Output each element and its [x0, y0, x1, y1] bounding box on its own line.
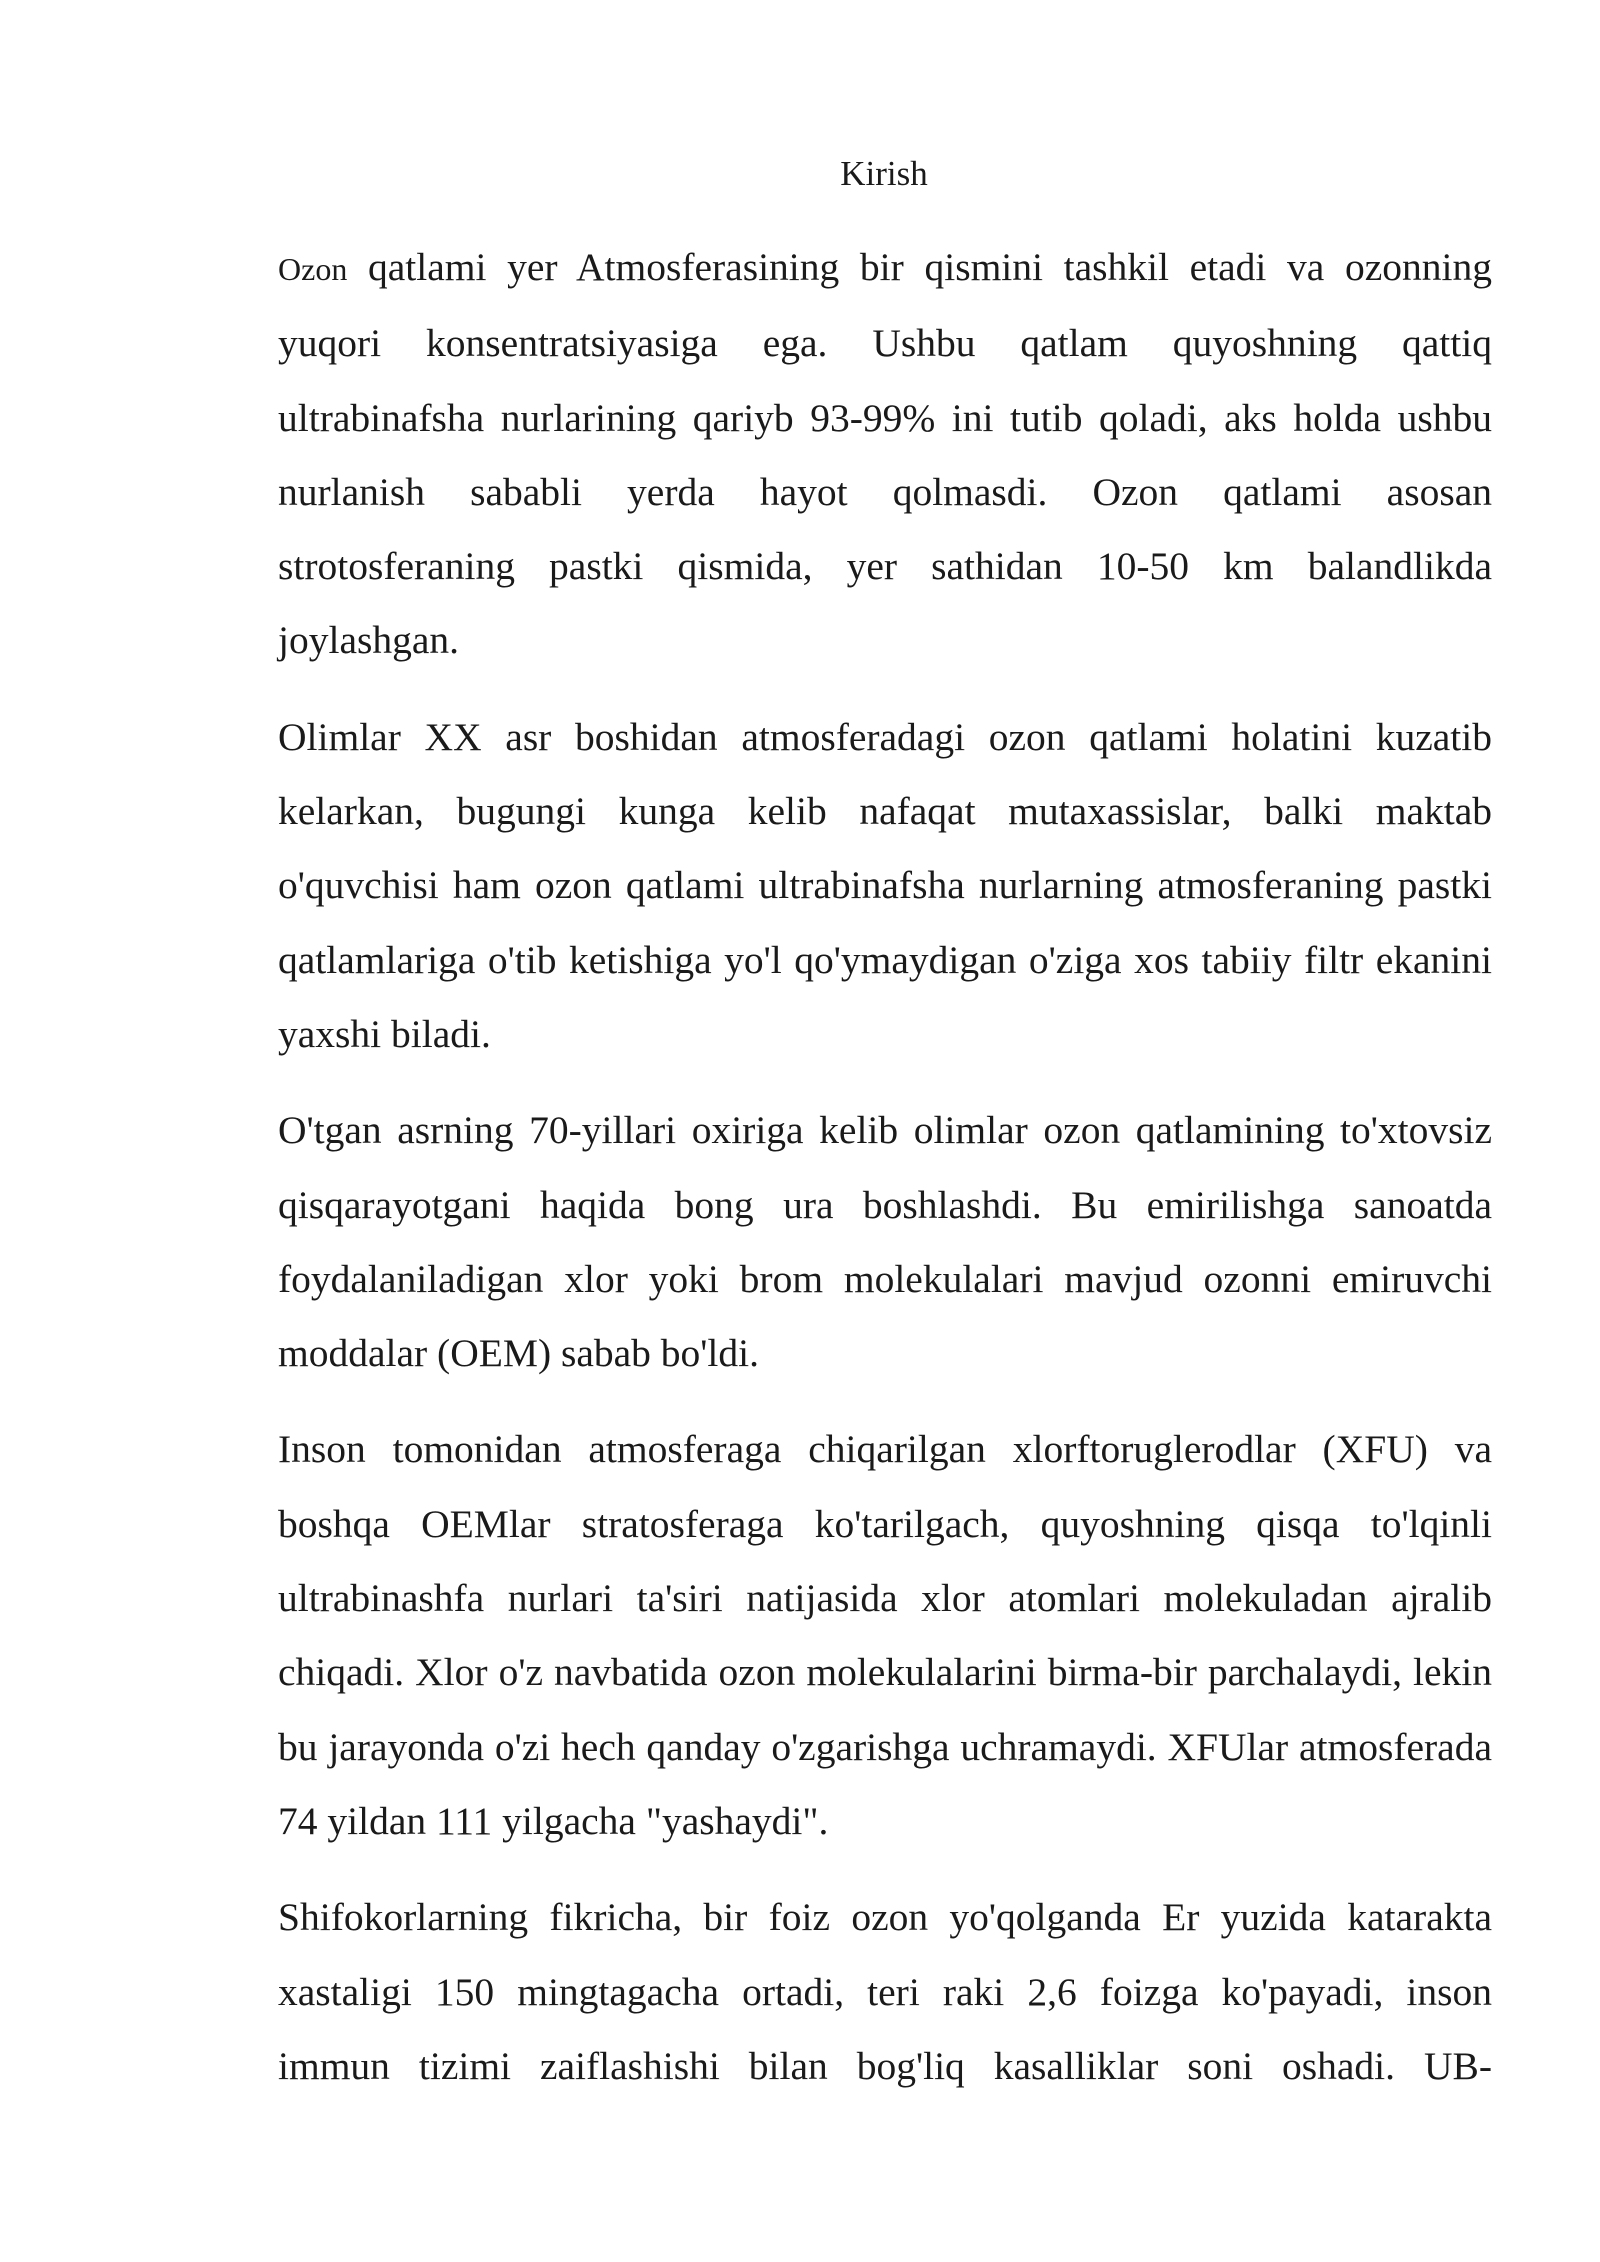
paragraph-1-text: qatlami yer Atmosferasining bir qismini tashkil etadi va ozonning yuqori konsentratsiyasiga ega. Ushbu qatlam quyoshning qattiq ultrabinafsha nurlarining qariyb 93-99% ini tutib qoladi, aks holda ushbu nurlanish sababli yerda hayot qolmasdi. Ozon qatlami asosan strotosferaning pastki qismida, yer sathidan 10-50 km balandlikda joylashgan.: [278, 245, 1492, 663]
paragraph-2: Olimlar XX asr boshidan atmosferadagi ozon qatlami holatini kuzatib kelarkan, bugungi kunga kelib nafaqat mutaxassislar, balki maktab o'quvchisi ham ozon qatlami ultrabinafsha nurlarning atmosferaning pastki qatlamlariga o'tib ketishiga yo'l qo'ymaydigan o'ziga xos tabiiy filtr ekanini yaxshi biladi.: [278, 714, 1492, 1056]
paragraph-4: Inson tomonidan atmosferaga chiqarilgan xlorftoruglerodlar (XFU) va boshqa OEMlar stratosferaga ko'tarilgach, quyoshning qisqa to'lqinli ultrabinashfa nurlari ta'siri natijasida xlor atomlari molekuladan ajralib chiqadi. Xlor o'z navbatida ozon molekulalarini birma-bir parchalaydi, lekin bu jarayonda o'zi hech qanday o'zgarishga uchramaydi. XFUlar atmosferada 74 yildan 111 yilgacha "yashaydi".: [278, 1427, 1492, 1843]
paragraph-5: Shifokorlarning fikricha, bir foiz ozon yo'qolganda Er yuzida katarakta xastaligi 150 mingtagacha ortadi, teri raki 2,6 foizga ko'payadi, inson immun tizimi zaiflashishi bilan bog'liq kasalliklar soni oshadi. UB-: [278, 1895, 1492, 2088]
paragraph-3: O'tgan asrning 70-yillari oxiriga kelib olimlar ozon qatlamining to'xtovsiz qisqarayotgani haqida bong ura boshlashdi. Bu emirilishga sanoatda foydalaniladigan xlor yoki brom molekulalari mavjud ozonni emiruvchi moddalar (OEM) sabab bo'ldi.: [278, 1108, 1492, 1376]
paragraph-1: [278, 230, 1492, 678]
paragraph-1-lead-word: Ozon: [278, 251, 348, 287]
page-title: Kirish: [840, 154, 928, 193]
document-body: [278, 230, 1492, 2125]
